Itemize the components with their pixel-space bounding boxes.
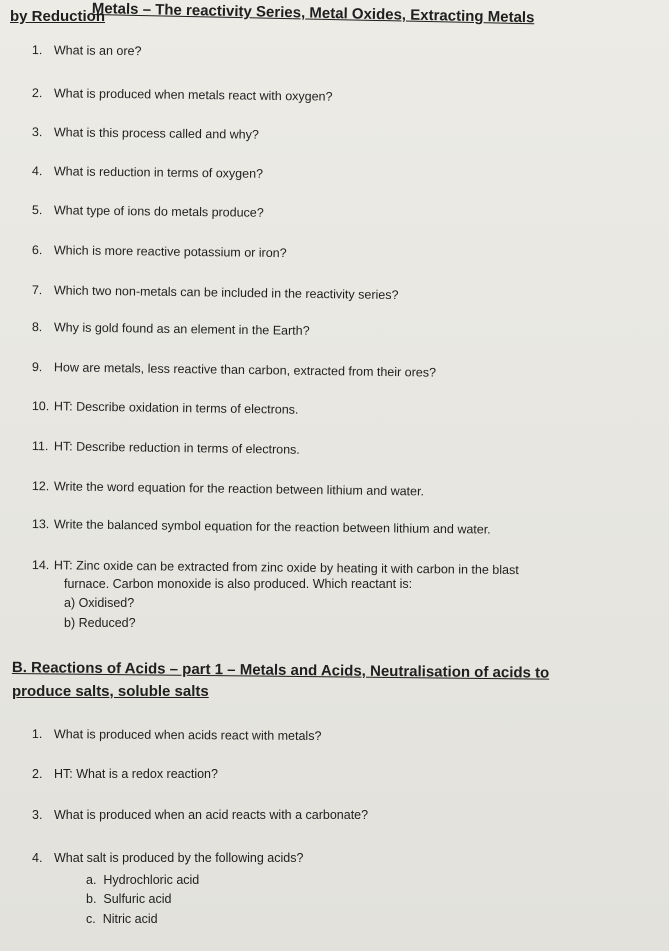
question-a8: 8. Why is gold found as an element in the Earth? xyxy=(31,320,310,338)
question-a3: 3. What is this process called and why? xyxy=(31,125,259,142)
question-b4-part-b: b. Sulfuric acid xyxy=(86,892,172,906)
question-a14: 14. HT: Zinc oxide can be extracted from zinc oxide by heating it with carbon in the blast xyxy=(31,558,519,578)
section-b-title-cont: produce salts, soluble salts xyxy=(12,683,209,700)
question-a9: 9. How are metals, less reactive than carbon, extracted from their ores? xyxy=(31,360,437,380)
section-a-title-cont: by Reduction xyxy=(10,8,106,25)
question-a1: 1. What is an ore? xyxy=(31,43,142,59)
question-a14-part-b: b) Reduced? xyxy=(64,616,136,630)
question-a13: 13. Write the balanced symbol equation for the reaction between lithium and water. xyxy=(31,517,491,537)
question-a6: 6. Which is more reactive potassium or iron? xyxy=(31,243,287,261)
section-a-title: Metals – The reactivity Series, Metal Oxides, Extracting Metals xyxy=(91,0,535,27)
question-a4: 4. What is reduction in terms of oxygen? xyxy=(31,164,264,181)
question-b2: 2. HT: What is a redox reaction? xyxy=(32,767,218,781)
question-b1: 1. What is produced when acids react with metals? xyxy=(31,727,322,744)
question-b3: 3. What is produced when an acid reacts with a carbonate? xyxy=(32,808,369,822)
question-a10: 10. HT: Describe oxidation in terms of electrons. xyxy=(31,399,299,417)
question-b4: 4. What salt is produced by the following acids? xyxy=(32,851,304,865)
question-b4-part-c: c. Nitric acid xyxy=(86,912,158,926)
question-a11: 11. HT: Describe reduction in terms of electrons. xyxy=(31,439,300,457)
question-a7: 7. Which two non-metals can be included in the reactivity series? xyxy=(31,283,399,303)
question-a2: 2. What is produced when metals react with oxygen? xyxy=(31,86,333,104)
question-a14-cont: furnace. Carbon monoxide is also produced. Which reactant is: xyxy=(64,577,413,591)
section-b-title: B. Reactions of Acids – part 1 – Metals and Acids, Neutralisation of acids to xyxy=(11,659,550,682)
question-a14-part-a: a) Oxidised? xyxy=(64,596,135,610)
question-a5: 5. What type of ions do metals produce? xyxy=(31,203,264,220)
question-a12: 12. Write the word equation for the reaction between lithium and water. xyxy=(31,479,425,499)
question-b4-part-a: a. Hydrochloric acid xyxy=(86,873,200,887)
